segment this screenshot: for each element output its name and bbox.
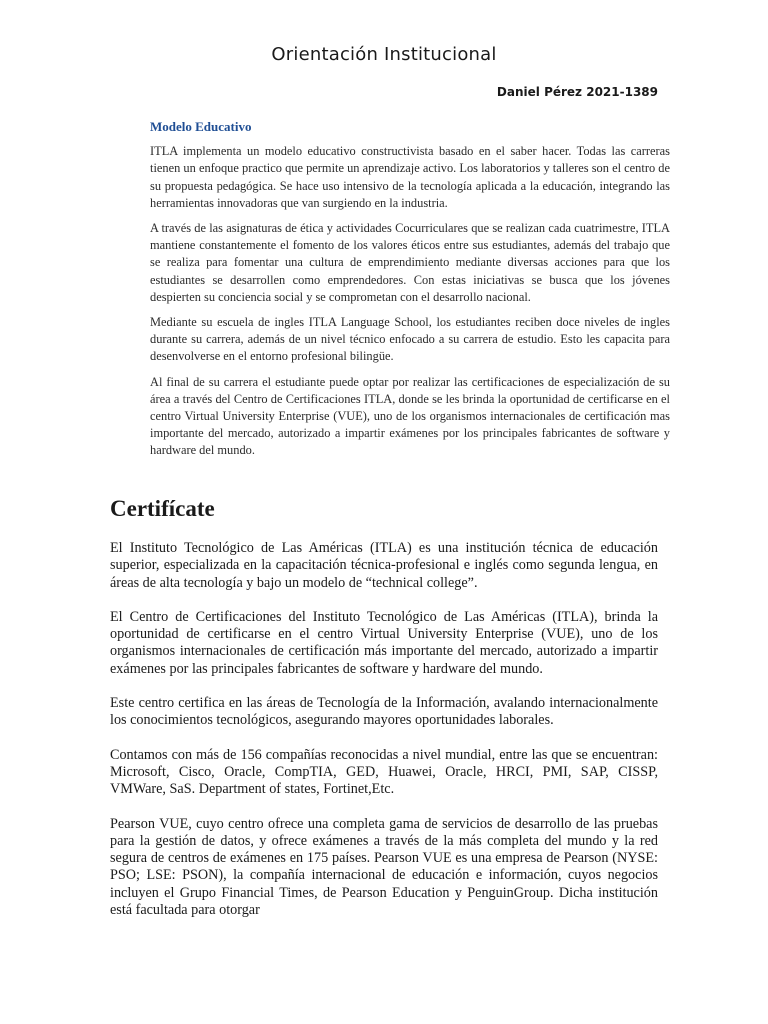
body-paragraph: Este centro certifica en las áreas de Tecnología de la Información, avalando internacionalmente los conocimientos tecnológicos, asegurando mayores oportunidades laborales. (110, 695, 658, 729)
certificate-body (110, 540, 658, 936)
author-line: Daniel Pérez 2021-1389 (496, 85, 658, 99)
scan-paragraph: A través de las asignaturas de ética y actividades Cocurriculares que se realizan cada cuatrimestre, ITLA mantiene constantemente el fomento de los valores éticos entre sus estudiantes, además del trabajo que se realiza para fomentar una cultura de emprendimiento mediante diversas acciones para que los estudiantes se desarrollen como emprendedores. Con estas iniciativas se busca que los jóvenes despierten su conciencia social y se comprometan con el desarrollo nacional. (150, 221, 670, 304)
scan-paragraph: Al final de su carrera el estudiante puede optar por realizar las certificaciones de especialización de su área a través del Centro de Certificaciones ITLA, donde se les brinda la oportunidad de certificarse en el centro Virtual University Enterprise (VUE), uno de los organismos internacionales de certificación mas importante del mercado, autorizado a impartir exámenes por los principales fabricantes de software y hardware del mundo. (150, 374, 670, 458)
scan-paragraph: ITLA implementa un modelo educativo constructivista basado en el saber hacer. Todas las carreras tienen un enfoque practico que permite un aprendizaje activo. Los laboratorios y talleres son el centro de su propuesta pedagógica. Se hace uso intensivo de la tecnología aplicada a la educación, integrando las herramientas innovadoras que van surgiendo en la industria. (150, 144, 670, 210)
section-heading-modelo-educativo: Modelo Educativo (150, 119, 252, 134)
body-paragraph: El Instituto Tecnológico de Las Américas (ITLA) es una institución técnica de educación superior, especializada en la capacitación técnica-profesional e inglés como segunda lengua, en áreas de alta tecnología y bajo un modelo de “technical college”. (110, 540, 658, 591)
body-paragraph: Pearson VUE, cuyo centro ofrece una completa gama de servicios de desarrollo de las pruebas para la gestión de datos, y ofrece exámenes a través de la más completa del mundo y la red segura de centros de exámenes en 175 países. Pearson VUE es una empresa de Pearson (NYSE: PSO; LSE: PSON), la compañía internacional de educación e información, cuyos negocios incluyen el Grupo Financial Times, de Pearson Education y PenguinGroup. Dicha institución está facultada para otorgar (110, 815, 658, 919)
body-paragraph: El Centro de Certificaciones del Instituto Tecnológico de Las Américas (ITLA), brinda la oportunidad de certificarse en el centro Virtual University Enterprise (VUE), uno de los organismos internacionales de certificación más importante del mercado, autorizado a impartir exámenes por las principales fabricantes de software y hardware del mundo. (110, 608, 658, 677)
scan-paragraph: Mediante su escuela de ingles ITLA Language School, los estudiantes reciben doce niveles de ingles durante su carrera, además de un nivel técnico enfocado a su carrera de estudio. Esto les capacita para desenvolverse en el entorno profesional bilingüe. (150, 315, 670, 364)
document-title: Orientación Institucional (271, 44, 497, 65)
section-heading-certificate: Certifícate (110, 496, 215, 521)
scanned-excerpt (150, 118, 670, 468)
body-paragraph: Contamos con más de 156 compañías reconocidas a nivel mundial, entre las que se encuentran: Microsoft, Cisco, Oracle, CompTIA, GED, Huawei, Oracle, HRCI, PMI, SAP, CISSP, VMWare, SaS. Department of states, Fortinet,Etc. (110, 746, 658, 798)
